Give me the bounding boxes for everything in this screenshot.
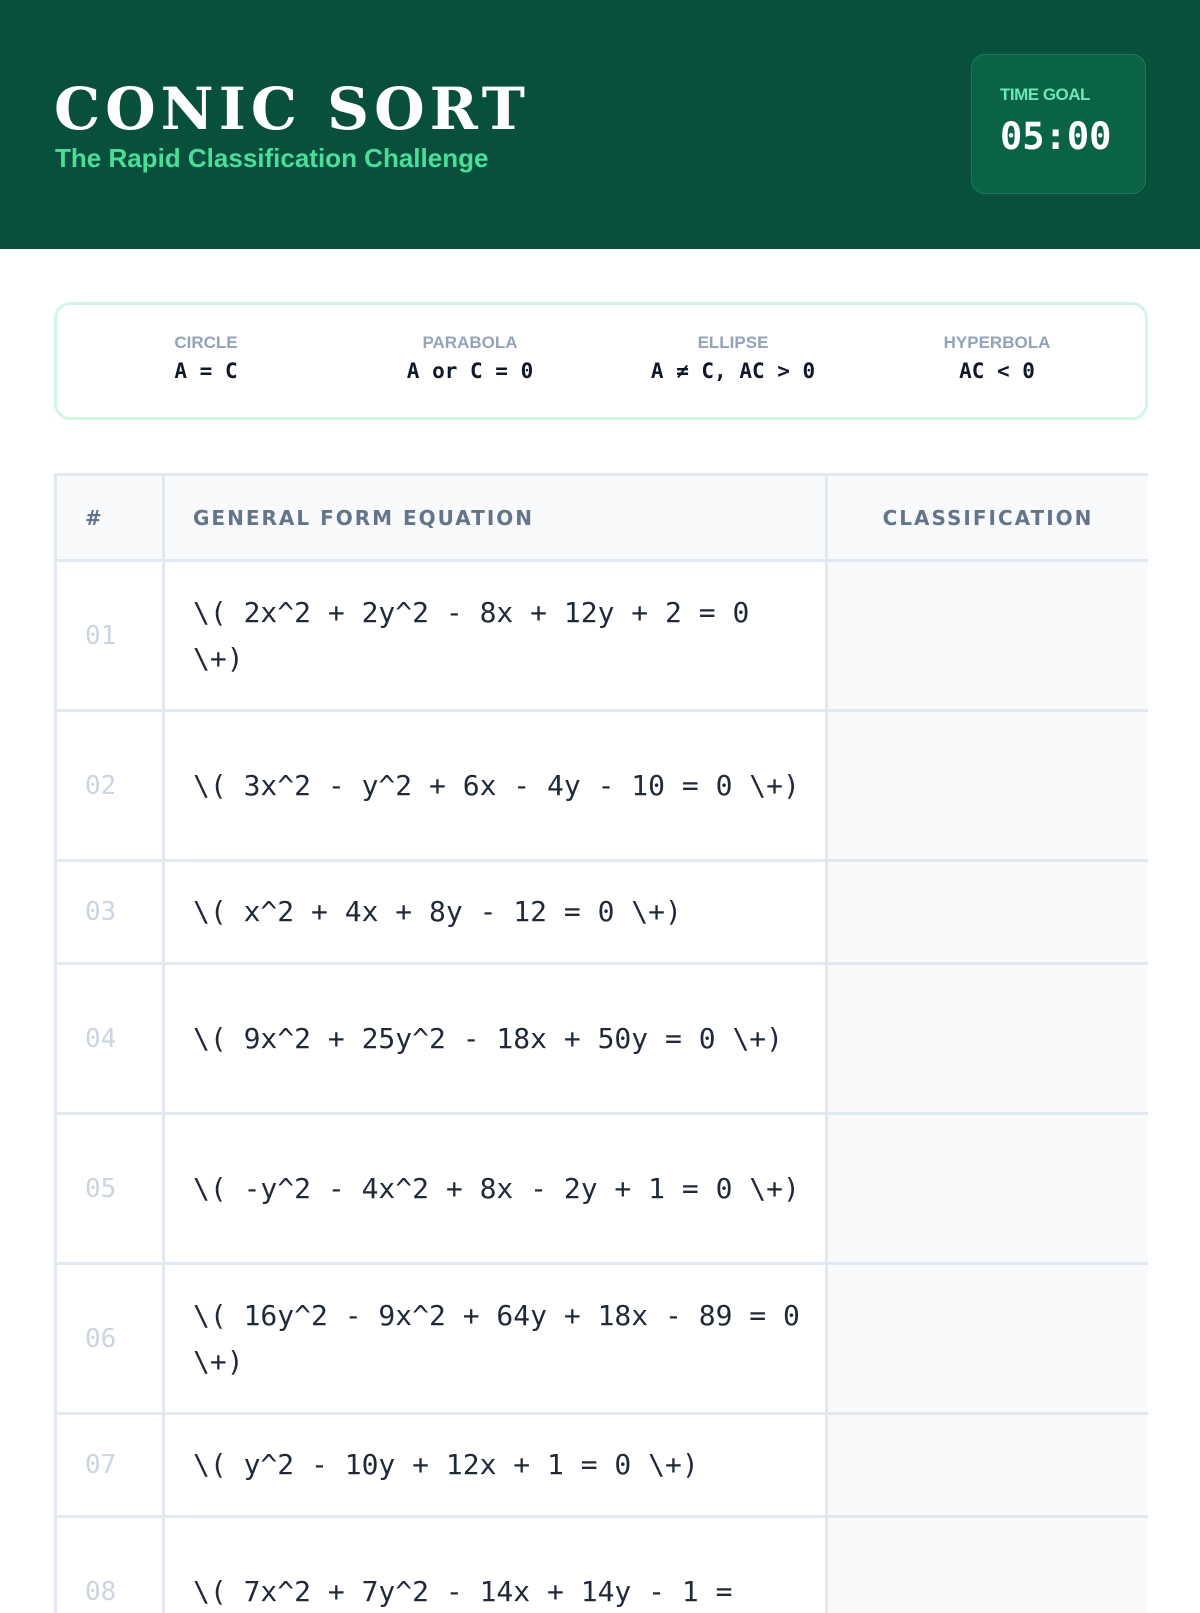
row-equation: \( 7x^2 + 7y^2 - 14x + 14y - 1 = (164, 1517, 827, 1613)
row-number: 03 (56, 861, 164, 964)
classification-answer-cell[interactable] (827, 861, 1149, 964)
row-equation: \( 16y^2 - 9x^2 + 64y + 18x - 89 = 0 \+) (164, 1264, 827, 1414)
time-goal-value: 05:00 (1000, 115, 1111, 158)
classification-answer-cell[interactable] (827, 561, 1149, 711)
rule-name: ELLIPSE (613, 333, 853, 353)
rule-name: CIRCLE (86, 333, 326, 353)
rule-name: HYPERBOLA (877, 333, 1117, 353)
row-equation: \( 9x^2 + 25y^2 - 18x + 50y = 0 \+) (164, 964, 827, 1114)
table-row (56, 711, 1149, 861)
table-row (56, 561, 1149, 711)
rule-formula: AC < 0 (877, 359, 1117, 383)
classification-answer-cell[interactable] (827, 964, 1149, 1114)
table-row (56, 861, 1149, 964)
row-equation: \( 2x^2 + 2y^2 - 8x + 12y + 2 = 0 \+) (164, 561, 827, 711)
row-number: 08 (56, 1517, 164, 1613)
row-equation: \( -y^2 - 4x^2 + 8x - 2y + 1 = 0 \+) (164, 1114, 827, 1264)
row-number: 07 (56, 1414, 164, 1517)
row-equation: \( x^2 + 4x + 8y - 12 = 0 \+) (164, 861, 827, 964)
classification-answer-cell[interactable] (827, 1517, 1149, 1613)
header (0, 0, 1200, 249)
row-equation: \( y^2 - 10y + 12x + 1 = 0 \+) (164, 1414, 827, 1517)
table-row (56, 964, 1149, 1114)
classification-answer-cell[interactable] (827, 1114, 1149, 1264)
table-row (56, 1114, 1149, 1264)
time-goal-label: TIME GOAL (1000, 85, 1090, 105)
rule-ellipse (613, 333, 853, 383)
column-header-number: # (56, 475, 164, 561)
rule-name: PARABOLA (350, 333, 590, 353)
rule-circle (86, 333, 326, 383)
time-goal-box (971, 54, 1146, 194)
rule-formula: A or C = 0 (350, 359, 590, 383)
classification-answer-cell[interactable] (827, 711, 1149, 861)
row-number: 06 (56, 1264, 164, 1414)
row-number: 04 (56, 964, 164, 1114)
table-header-row (56, 475, 1149, 561)
equation-table (54, 473, 1148, 1613)
table-row (56, 1517, 1149, 1613)
row-number: 01 (56, 561, 164, 711)
equation-table-wrapper (54, 473, 1148, 1613)
column-header-equation: GENERAL FORM EQUATION (164, 475, 827, 561)
classification-answer-cell[interactable] (827, 1414, 1149, 1517)
rule-parabola (350, 333, 590, 383)
row-number: 05 (56, 1114, 164, 1264)
table-row (56, 1264, 1149, 1414)
column-header-classification: CLASSIFICATION (827, 475, 1149, 561)
rule-hyperbola (877, 333, 1117, 383)
page-title: CONIC SORT (54, 74, 530, 144)
classification-answer-cell[interactable] (827, 1264, 1149, 1414)
row-equation: \( 3x^2 - y^2 + 6x - 4y - 10 = 0 \+) (164, 711, 827, 861)
rule-formula: A ≠ C, AC > 0 (613, 359, 853, 383)
classification-rules-card (54, 302, 1148, 420)
page-subtitle: The Rapid Classification Challenge (55, 143, 488, 174)
rule-formula: A = C (86, 359, 326, 383)
table-row (56, 1414, 1149, 1517)
row-number: 02 (56, 711, 164, 861)
